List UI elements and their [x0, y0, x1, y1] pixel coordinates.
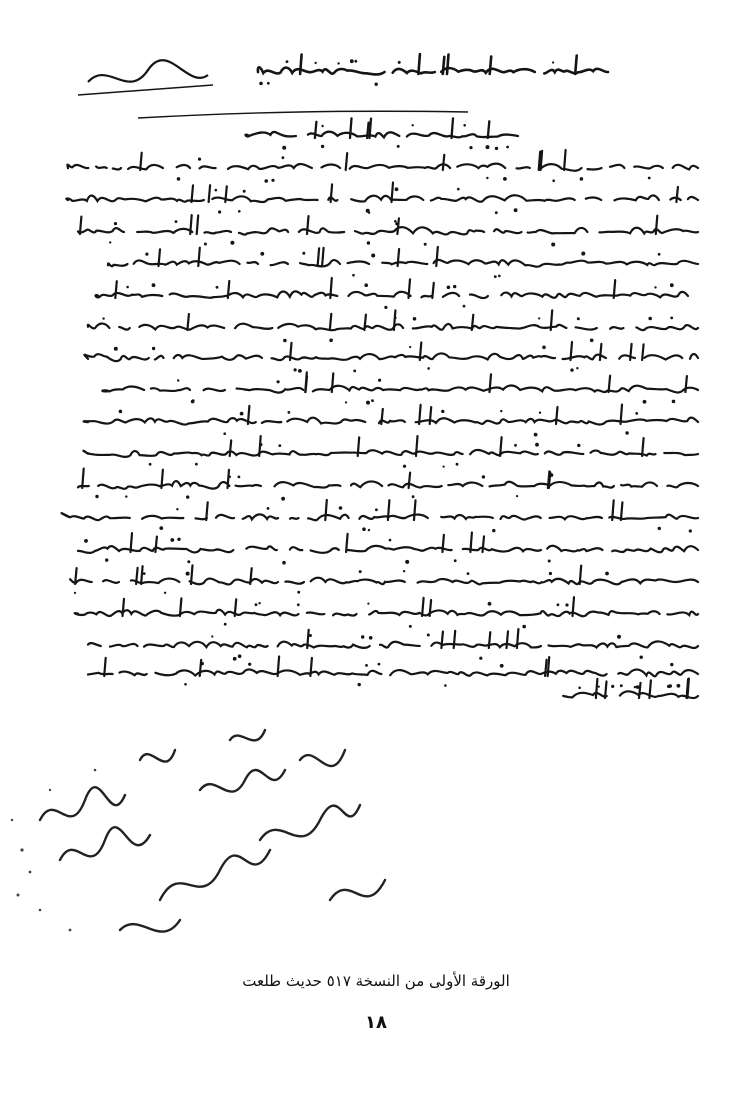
- manuscript-scan: [48, 40, 718, 700]
- page-number: ١٨: [365, 1012, 387, 1033]
- manuscript-handwriting: [48, 40, 718, 700]
- margin-notes-scan: [0, 700, 600, 970]
- figure-caption: الورقة الأولى من النسخة ٥١٧ حديث طلعت: [242, 972, 510, 990]
